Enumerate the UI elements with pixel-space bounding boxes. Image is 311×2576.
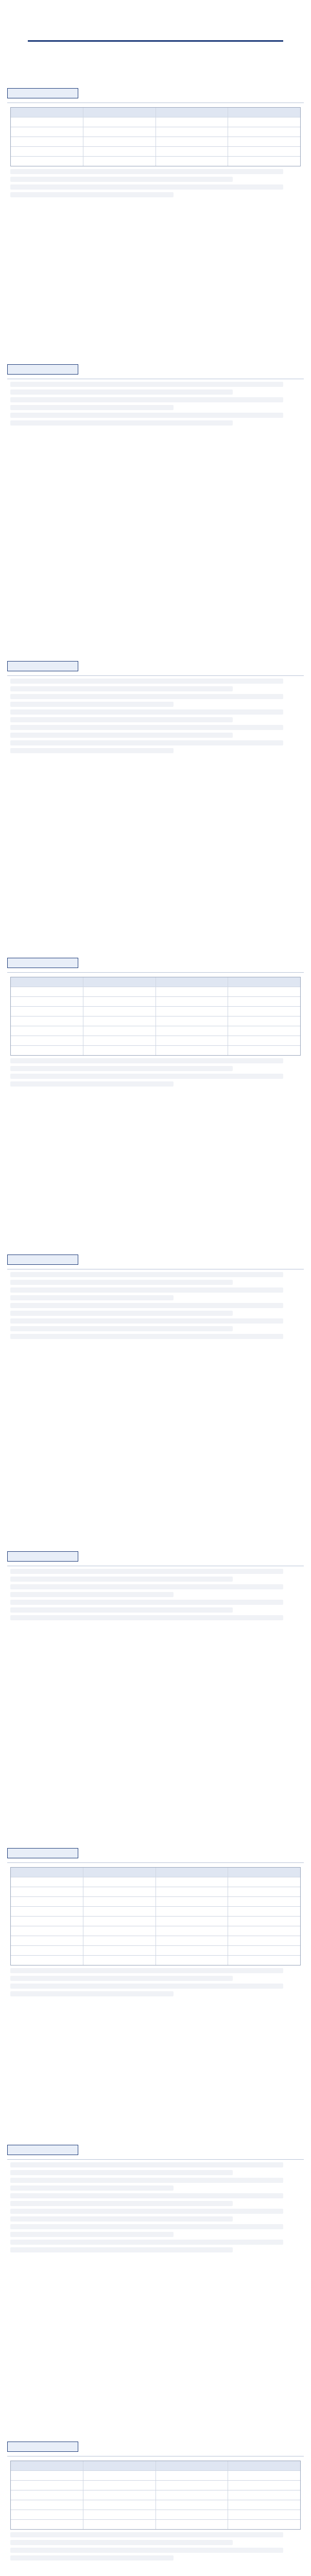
table-row bbox=[11, 2461, 300, 2470]
table-cell bbox=[83, 2461, 156, 2470]
table-cell bbox=[156, 1956, 228, 1965]
section-header bbox=[7, 1848, 304, 1858]
table-cell bbox=[11, 108, 83, 117]
table-cell bbox=[228, 1026, 300, 1036]
section-header bbox=[7, 2442, 304, 2452]
table-cell bbox=[11, 2461, 83, 2470]
section-header bbox=[7, 661, 304, 671]
text-line bbox=[10, 1334, 283, 1339]
table-cell bbox=[11, 127, 83, 137]
table-cell bbox=[228, 108, 300, 117]
table-row bbox=[11, 1945, 300, 1955]
table-cell bbox=[11, 977, 83, 987]
text-line bbox=[10, 2532, 283, 2537]
text-line bbox=[10, 1984, 283, 1989]
table-row bbox=[11, 1045, 300, 1055]
table-cell bbox=[83, 137, 156, 146]
text-line bbox=[10, 420, 233, 426]
table-row bbox=[11, 156, 300, 166]
section-body bbox=[7, 972, 304, 1087]
text-line bbox=[10, 1326, 233, 1331]
table-cell bbox=[228, 2461, 300, 2470]
table-cell bbox=[156, 2471, 228, 2480]
table-cell bbox=[83, 157, 156, 166]
text-line bbox=[10, 2170, 233, 2175]
text-line bbox=[10, 2201, 233, 2206]
text-line bbox=[10, 2555, 174, 2561]
table-cell bbox=[156, 137, 228, 146]
text-line bbox=[10, 1066, 233, 1071]
text-line bbox=[10, 1318, 283, 1324]
table-cell bbox=[156, 127, 228, 137]
title-block bbox=[7, 15, 304, 42]
table-cell bbox=[228, 2481, 300, 2490]
text-line bbox=[10, 1280, 233, 1285]
table-row bbox=[11, 2490, 300, 2500]
table-cell bbox=[83, 1868, 156, 1877]
section-2 bbox=[7, 364, 304, 653]
table-row bbox=[11, 2470, 300, 2480]
text-line bbox=[10, 1991, 174, 1996]
section-header bbox=[7, 1551, 304, 1562]
table-cell bbox=[11, 2471, 83, 2480]
table-cell bbox=[228, 1868, 300, 1877]
text-line bbox=[10, 1295, 174, 1300]
table-cell bbox=[156, 1946, 228, 1955]
table-row bbox=[11, 1936, 300, 1945]
section-9 bbox=[7, 2442, 304, 2576]
table-cell bbox=[228, 1016, 300, 1026]
table-cell bbox=[83, 2471, 156, 2480]
section-7 bbox=[7, 1848, 304, 2137]
section-heading bbox=[7, 958, 78, 968]
info-table bbox=[10, 1867, 301, 1965]
section-body bbox=[7, 2456, 304, 2561]
table-cell bbox=[83, 2520, 156, 2529]
text-line bbox=[10, 177, 233, 182]
table-cell bbox=[156, 1936, 228, 1945]
text-line bbox=[10, 1976, 233, 1981]
text-line bbox=[10, 2178, 283, 2183]
table-cell bbox=[228, 1887, 300, 1896]
section-body bbox=[7, 675, 304, 753]
text-line bbox=[10, 2209, 283, 2214]
table-cell bbox=[11, 2520, 83, 2529]
table-cell bbox=[228, 977, 300, 987]
table-cell bbox=[83, 1917, 156, 1926]
text-line bbox=[10, 1058, 283, 1063]
table-cell bbox=[156, 997, 228, 1006]
table-cell bbox=[228, 117, 300, 127]
table-row bbox=[11, 117, 300, 127]
table-cell bbox=[83, 2510, 156, 2519]
table-cell bbox=[156, 147, 228, 156]
table-cell bbox=[228, 157, 300, 166]
text-line bbox=[10, 1968, 283, 1973]
section-body bbox=[7, 103, 304, 197]
table-row bbox=[11, 2480, 300, 2490]
table-cell bbox=[156, 1897, 228, 1906]
text-line bbox=[10, 1272, 283, 1277]
table-cell bbox=[11, 1036, 83, 1045]
table-cell bbox=[156, 1907, 228, 1916]
table-cell bbox=[83, 977, 156, 987]
table-row bbox=[11, 1926, 300, 1936]
table-cell bbox=[83, 1877, 156, 1887]
text-line bbox=[10, 1303, 283, 1308]
table-row bbox=[11, 127, 300, 137]
text-line bbox=[10, 2548, 283, 2553]
table-cell bbox=[228, 1046, 300, 1055]
section-header bbox=[7, 1255, 304, 1265]
section-body bbox=[7, 2159, 304, 2252]
table-cell bbox=[83, 1007, 156, 1016]
table-cell bbox=[11, 1907, 83, 1916]
table-cell bbox=[11, 2500, 83, 2510]
text-line bbox=[10, 1081, 174, 1087]
table-row bbox=[11, 137, 300, 146]
text-line bbox=[10, 679, 283, 684]
section-body bbox=[7, 1269, 304, 1339]
title-divider bbox=[28, 40, 283, 42]
section-header bbox=[7, 364, 304, 375]
section-body bbox=[7, 1566, 304, 1620]
table-cell bbox=[83, 987, 156, 996]
table-cell bbox=[11, 157, 83, 166]
table-cell bbox=[228, 2510, 300, 2519]
text-line bbox=[10, 397, 283, 402]
text-line bbox=[10, 389, 233, 395]
table-cell bbox=[83, 1926, 156, 1936]
text-line bbox=[10, 2193, 283, 2198]
document-number bbox=[7, 4, 304, 10]
table-cell bbox=[156, 2461, 228, 2470]
text-line bbox=[10, 169, 283, 174]
table-cell bbox=[11, 1936, 83, 1945]
section-body bbox=[7, 379, 304, 426]
table-cell bbox=[11, 1868, 83, 1877]
table-cell bbox=[156, 1917, 228, 1926]
table-cell bbox=[11, 1946, 83, 1955]
section-heading bbox=[7, 2442, 78, 2452]
section-3 bbox=[7, 661, 304, 950]
text-line bbox=[10, 1592, 174, 1597]
table-cell bbox=[83, 1046, 156, 1055]
section-header bbox=[7, 958, 304, 968]
table-row bbox=[11, 2500, 300, 2510]
table-cell bbox=[11, 137, 83, 146]
section-5 bbox=[7, 1255, 304, 1543]
section-1 bbox=[7, 88, 304, 356]
text-line bbox=[10, 2216, 233, 2222]
section-body bbox=[7, 1862, 304, 1996]
table-row bbox=[11, 996, 300, 1006]
table-cell bbox=[228, 1917, 300, 1926]
table-cell bbox=[83, 1887, 156, 1896]
table-cell bbox=[83, 1026, 156, 1036]
text-line bbox=[10, 1615, 283, 1620]
section-heading bbox=[7, 364, 78, 375]
table-cell bbox=[83, 127, 156, 137]
table-cell bbox=[228, 1877, 300, 1887]
table-cell bbox=[11, 997, 83, 1006]
table-cell bbox=[156, 1036, 228, 1045]
table-row bbox=[11, 1036, 300, 1045]
section-heading bbox=[7, 2145, 78, 2155]
intro-paragraph bbox=[7, 49, 304, 63]
table-cell bbox=[83, 117, 156, 127]
table-cell bbox=[11, 1926, 83, 1936]
table-cell bbox=[228, 1936, 300, 1945]
table-cell bbox=[228, 1946, 300, 1955]
table-cell bbox=[83, 2481, 156, 2490]
table-cell bbox=[83, 1897, 156, 1906]
text-line bbox=[10, 405, 174, 410]
table-cell bbox=[156, 1868, 228, 1877]
text-line bbox=[10, 192, 174, 197]
table-cell bbox=[83, 2500, 156, 2510]
table-cell bbox=[228, 1897, 300, 1906]
table-row bbox=[11, 1016, 300, 1026]
notice-subtitle bbox=[7, 27, 304, 37]
section-heading bbox=[7, 1255, 78, 1265]
table-cell bbox=[11, 117, 83, 127]
table-cell bbox=[83, 997, 156, 1006]
table-cell bbox=[11, 1956, 83, 1965]
text-line bbox=[10, 702, 174, 707]
table-cell bbox=[83, 1946, 156, 1955]
table-cell bbox=[11, 2510, 83, 2519]
section-heading bbox=[7, 661, 78, 671]
text-line bbox=[10, 1607, 233, 1613]
text-line bbox=[10, 2240, 283, 2245]
text-line bbox=[10, 413, 283, 418]
text-line bbox=[10, 1074, 283, 1079]
table-cell bbox=[228, 1007, 300, 1016]
table-row bbox=[11, 987, 300, 996]
text-line bbox=[10, 2162, 283, 2167]
table-cell bbox=[83, 147, 156, 156]
info-table bbox=[10, 977, 301, 1056]
table-cell bbox=[11, 1917, 83, 1926]
table-cell bbox=[156, 157, 228, 166]
text-line bbox=[10, 382, 283, 387]
table-cell bbox=[11, 2481, 83, 2490]
table-row bbox=[11, 2510, 300, 2519]
table-cell bbox=[83, 1036, 156, 1045]
text-line bbox=[10, 2540, 233, 2545]
table-cell bbox=[156, 108, 228, 117]
text-line bbox=[10, 694, 283, 699]
section-header bbox=[7, 2145, 304, 2155]
text-line bbox=[10, 740, 283, 745]
table-cell bbox=[228, 1926, 300, 1936]
table-cell bbox=[83, 108, 156, 117]
table-cell bbox=[156, 2481, 228, 2490]
table-cell bbox=[11, 1016, 83, 1026]
section-4 bbox=[7, 958, 304, 1246]
table-row bbox=[11, 1916, 300, 1926]
text-line bbox=[10, 2185, 174, 2191]
table-cell bbox=[228, 2500, 300, 2510]
table-cell bbox=[11, 147, 83, 156]
section-8 bbox=[7, 2145, 304, 2433]
text-line bbox=[10, 725, 283, 730]
table-cell bbox=[156, 1046, 228, 1055]
text-line bbox=[10, 184, 283, 190]
text-line bbox=[10, 1600, 283, 1605]
table-row bbox=[11, 1887, 300, 1896]
text-line bbox=[10, 2232, 174, 2237]
text-line bbox=[10, 1569, 283, 1574]
table-cell bbox=[83, 2490, 156, 2500]
text-line bbox=[10, 748, 174, 753]
table-cell bbox=[156, 2500, 228, 2510]
text-line bbox=[10, 717, 233, 722]
table-cell bbox=[11, 1046, 83, 1055]
table-cell bbox=[11, 1897, 83, 1906]
table-row bbox=[11, 146, 300, 156]
table-row bbox=[11, 1026, 300, 1036]
table-cell bbox=[156, 2510, 228, 2519]
table-cell bbox=[11, 1026, 83, 1036]
table-row bbox=[11, 977, 300, 987]
notice-sections bbox=[7, 88, 304, 2576]
table-cell bbox=[228, 2471, 300, 2480]
table-row bbox=[11, 108, 300, 117]
table-cell bbox=[83, 1936, 156, 1945]
table-cell bbox=[83, 1956, 156, 1965]
text-line bbox=[10, 1584, 283, 1589]
section-6 bbox=[7, 1551, 304, 1840]
table-cell bbox=[156, 1926, 228, 1936]
table-cell bbox=[228, 147, 300, 156]
table-cell bbox=[156, 117, 228, 127]
table-cell bbox=[11, 2490, 83, 2500]
table-cell bbox=[228, 2520, 300, 2529]
table-cell bbox=[156, 2520, 228, 2529]
table-cell bbox=[11, 1887, 83, 1896]
text-line bbox=[10, 709, 283, 715]
table-cell bbox=[156, 2490, 228, 2500]
table-cell bbox=[156, 1877, 228, 1887]
text-line bbox=[10, 1287, 283, 1293]
text-line bbox=[10, 1577, 233, 1582]
table-cell bbox=[228, 137, 300, 146]
section-heading bbox=[7, 1848, 78, 1858]
table-cell bbox=[228, 997, 300, 1006]
table-cell bbox=[11, 1007, 83, 1016]
info-table bbox=[10, 107, 301, 166]
table-cell bbox=[156, 987, 228, 996]
table-row bbox=[11, 1906, 300, 1916]
table-cell bbox=[228, 1907, 300, 1916]
section-heading bbox=[7, 1551, 78, 1562]
section-heading bbox=[7, 88, 78, 98]
table-row bbox=[11, 2519, 300, 2529]
table-cell bbox=[228, 1956, 300, 1965]
table-cell bbox=[156, 977, 228, 987]
table-row bbox=[11, 1955, 300, 1965]
table-cell bbox=[228, 987, 300, 996]
issuer-block bbox=[7, 66, 304, 80]
section-header bbox=[7, 88, 304, 98]
table-cell bbox=[156, 1026, 228, 1036]
table-cell bbox=[228, 127, 300, 137]
table-cell bbox=[156, 1016, 228, 1026]
table-cell bbox=[11, 987, 83, 996]
table-cell bbox=[228, 1036, 300, 1045]
table-cell bbox=[156, 1007, 228, 1016]
text-line bbox=[10, 1311, 233, 1316]
table-cell bbox=[156, 1887, 228, 1896]
table-cell bbox=[83, 1907, 156, 1916]
table-cell bbox=[83, 1016, 156, 1026]
info-table bbox=[10, 2461, 301, 2530]
table-cell bbox=[11, 1877, 83, 1887]
text-line bbox=[10, 2224, 283, 2229]
table-row bbox=[11, 1896, 300, 1906]
table-row bbox=[11, 1868, 300, 1877]
text-line bbox=[10, 686, 233, 691]
text-line bbox=[10, 733, 233, 738]
table-row bbox=[11, 1006, 300, 1016]
text-line bbox=[10, 2247, 233, 2252]
table-row bbox=[11, 1877, 300, 1887]
table-cell bbox=[228, 2490, 300, 2500]
notice-title bbox=[7, 15, 304, 27]
